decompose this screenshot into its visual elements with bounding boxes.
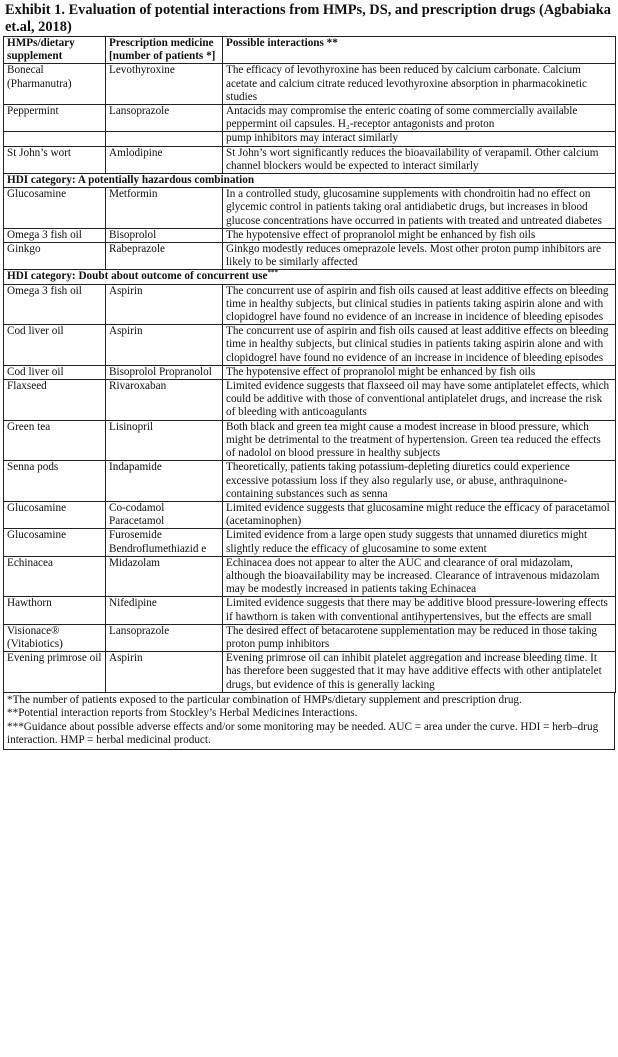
category-c-mark: *** xyxy=(267,268,278,277)
herb-cell: Visionace® (Vitabiotics) xyxy=(4,624,106,651)
interaction-cell: Ginkgo modestly reduces omeprazole levels. Most other proton pump inhibitors are likely to be similarly affected xyxy=(223,243,616,270)
table-row xyxy=(4,501,616,528)
interaction-cell: Evening primrose oil can inhibit platelet aggregation and increase bleeding time. It has therefore been suggested that it may have additive effects with other antiplatelet drugs, but evidence of this is generally lacking xyxy=(223,652,616,693)
interaction-cell: Antacids may compromise the enteric coating of some commercially available peppermint oil capsules. H₂-receptor antagonists and proton xyxy=(223,105,616,132)
drug-cell: Lansoprazole xyxy=(106,105,223,132)
interaction-cell: pump inhibitors may interact similarly xyxy=(223,132,616,146)
herb-cell: Cod liver oil xyxy=(4,325,106,366)
drug-cell: Amlodipine xyxy=(106,146,223,173)
drug-cell: Lisinopril xyxy=(106,420,223,461)
drug-cell xyxy=(106,132,223,146)
interaction-cell: Limited evidence suggests that flaxseed oil may have some antiplatelet effects, which could be additive with those of conventional antiplatelet drugs, and increase the risk of bleeding with anticoagulants xyxy=(223,380,616,421)
table-row xyxy=(4,556,616,597)
herb-cell: Senna pods xyxy=(4,461,106,502)
drug-cell: Co-codamol Paracetamol xyxy=(106,501,223,528)
herb-cell: Omega 3 fish oil xyxy=(4,228,106,242)
category-b xyxy=(4,174,616,188)
table-row xyxy=(4,365,616,379)
drug-cell: Bisoprolol Propranolol xyxy=(106,365,223,379)
header-drug: Prescription medicine [number of patients *] xyxy=(106,37,223,64)
category-c xyxy=(4,270,616,284)
herb-cell: Ginkgo xyxy=(4,243,106,270)
exhibit-title: Exhibit 1. Evaluation of potential interactions from HMPs, DS, and prescription drugs (Agbabiaka et.al, 2018) xyxy=(5,2,611,35)
table-row xyxy=(4,380,616,421)
herb-cell: Omega 3 fish oil xyxy=(4,284,106,325)
drug-cell: Indapamide xyxy=(106,461,223,502)
herb-cell: St John’s wort xyxy=(4,146,106,173)
table-row xyxy=(4,529,616,556)
drug-cell: Rivaroxaban xyxy=(106,380,223,421)
table-row xyxy=(4,228,616,242)
category-c-cell xyxy=(4,270,616,284)
exhibit xyxy=(3,0,615,750)
table-row xyxy=(4,146,616,173)
herb-cell xyxy=(4,132,106,146)
table-row xyxy=(4,461,616,502)
rows-section-b xyxy=(4,188,616,270)
table-row xyxy=(4,597,616,624)
herb-cell: Echinacea xyxy=(4,556,106,597)
header-interaction: Possible interactions ** xyxy=(223,37,616,64)
interaction-cell: Theoretically, patients taking potassium-depleting diuretics could experience excessive potassium loss if they also regularly use, or abuse, anthraquinone-containing substances such as senna xyxy=(223,461,616,502)
interaction-cell: Limited evidence from a large open study suggests that unnamed diuretics might slightly reduce the efficacy of glucosamine to some extent xyxy=(223,529,616,556)
herb-cell: Green tea xyxy=(4,420,106,461)
herb-cell: Glucosamine xyxy=(4,188,106,229)
drug-cell: Aspirin xyxy=(106,652,223,693)
interaction-cell: The concurrent use of aspirin and fish oils caused at least additive effects on bleeding time in healthy subjects, but clinical studies in patients taking aspirin alone and with clopidogrel have found no evidence of an increase in incidence of bleeding episodes xyxy=(223,284,616,325)
interaction-cell: The desired effect of betacarotene supplementation may be reduced in those taking proton pump inhibitors xyxy=(223,624,616,651)
herb-cell: Glucosamine xyxy=(4,501,106,528)
drug-cell: Levothyroxine xyxy=(106,64,223,105)
footnotes xyxy=(3,693,615,751)
table-row xyxy=(4,243,616,270)
drug-cell: Midazolam xyxy=(106,556,223,597)
drug-cell: Bisoprolol xyxy=(106,228,223,242)
interactions-table xyxy=(3,36,616,693)
table-row xyxy=(4,132,616,146)
footnote: ***Guidance about possible adverse effects and/or some monitoring may be needed. AUC = area under the curve. HDI = herb–drug interaction. HMP = herbal medicinal product. xyxy=(7,720,599,746)
table-row xyxy=(4,652,616,693)
drug-cell: Rabeprazole xyxy=(106,243,223,270)
interaction-cell: In a controlled study, glucosamine supplements with chondroitin had no effect on glycemic control in patients taking oral antidiabetic drugs, but increases in blood glucose concentrations have occurred in patients with treated and untreated diabetes xyxy=(223,188,616,229)
drug-cell: Lansoprazole xyxy=(106,624,223,651)
header-herb: HMPs/dietary supplement xyxy=(4,37,106,64)
interaction-cell: St John’s wort significantly reduces the bioavailability of verapamil. Other calcium channel blockers would be expected to interact similarly xyxy=(223,146,616,173)
table-row xyxy=(4,420,616,461)
table-row xyxy=(4,624,616,651)
interaction-cell: The efficacy of levothyroxine has been reduced by calcium carbonate. Calcium acetate and calcium citrate reduced levothyroxine absorption in pharmacokinetic studies xyxy=(223,64,616,105)
interaction-cell: Limited evidence suggests that there may be additive blood pressure-lowering effects if hawthorn is taken with conventional antihypertensives, but the effects are small xyxy=(223,597,616,624)
herb-cell: Hawthorn xyxy=(4,597,106,624)
drug-cell: Furosemide Bendroflumethiazid e xyxy=(106,529,223,556)
interaction-cell: The concurrent use of aspirin and fish oils caused at least additive effects on bleeding time in healthy subjects, but clinical studies in patients taking aspirin alone and with clopidogrel have found no evidence of an increase in incidence of bleeding episodes xyxy=(223,325,616,366)
table-row xyxy=(4,188,616,229)
herb-cell: Peppermint xyxy=(4,105,106,132)
rows-section-c xyxy=(4,284,616,692)
drug-cell: Metformin xyxy=(106,188,223,229)
header-row xyxy=(4,37,616,64)
interaction-cell: Echinacea does not appear to alter the AUC and clearance of oral midazolam, although the bioavailability may be increased. Clearance of intravenous midazolam may be modestly increased in patients taking Echinacea xyxy=(223,556,616,597)
table-row xyxy=(4,284,616,325)
interaction-cell: Both black and green tea might cause a modest increase in blood pressure, which might be detrimental to the treatment of hypertension. Green tea reduced the effects of nadolol on blood pressure in healthy subjects xyxy=(223,420,616,461)
interaction-cell: The hypotensive effect of propranolol might be enhanced by fish oils xyxy=(223,365,616,379)
footnote: *The number of patients exposed to the particular combination of HMPs/dietary supplement and prescription drug. xyxy=(7,693,522,706)
interaction-cell: The hypotensive effect of propranolol might be enhanced by fish oils xyxy=(223,228,616,242)
herb-cell: Glucosamine xyxy=(4,529,106,556)
category-b-label: HDI category: A potentially hazardous combination xyxy=(4,174,616,188)
herb-cell: Bonecal (Pharmanutra) xyxy=(4,64,106,105)
table-row xyxy=(4,105,616,132)
interaction-cell: Limited evidence suggests that glucosamine might reduce the efficacy of paracetamol (acetaminophen) xyxy=(223,501,616,528)
herb-cell: Cod liver oil xyxy=(4,365,106,379)
drug-cell: Aspirin xyxy=(106,325,223,366)
herb-cell: Flaxseed xyxy=(4,380,106,421)
category-c-label: HDI category: Doubt about outcome of concurrent use xyxy=(7,270,268,283)
herb-cell: Evening primrose oil xyxy=(4,652,106,693)
drug-cell: Nifedipine xyxy=(106,597,223,624)
footnote: **Potential interaction reports from Stockley’s Herbal Medicines Interactions. xyxy=(7,707,358,720)
table-row xyxy=(4,325,616,366)
rows-section-a xyxy=(4,64,616,174)
drug-cell: Aspirin xyxy=(106,284,223,325)
table-row xyxy=(4,64,616,105)
